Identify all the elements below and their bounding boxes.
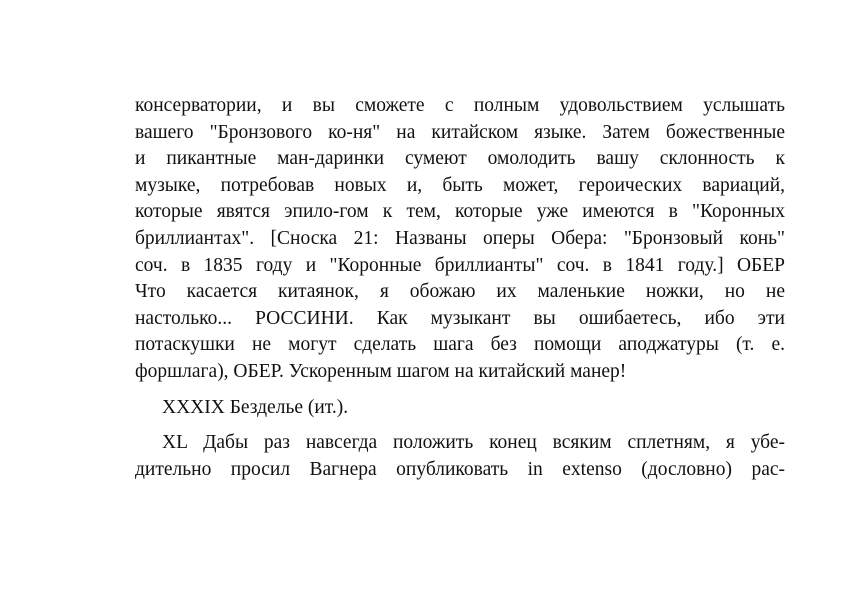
text-line: консерватории, и вы сможете с полным удовольствием услышать [135,95,785,116]
text-line: соч. в 1835 году и "Коронные бриллианты" соч. в 1841 году.] ОБЕР [135,254,785,276]
text-line: дительно просил Вагнера опубликовать in extenso (дословно) рас- [135,458,785,480]
text-line: вашего "Бронзового ко-ня" на китайском языке. Затем божественные [135,121,785,143]
text-line: музыке, потребовав новых и, быть может, героических вариаций, [135,174,785,196]
body-text [135,93,785,483]
text-line: XL Дабы раз навсегда положить конец всяким сплетням, я убе- [162,432,785,454]
text-line: Что касается китаянок, я обожаю их маленькие ножки, но не [135,281,785,303]
paragraph-continuation [135,93,785,386]
paragraph-note-xxxix [135,395,785,422]
paragraph-note-xl [135,430,785,483]
text-line: бриллиантах". [Сноска 21: Названы оперы Обера: "Бронзовый конь" [135,227,785,249]
text-line: форшлага), ОБЕР. Ускоренным шагом на китайский манер! [135,360,627,382]
text-line: и пикантные ман-даринки сумеют омолодить вашу склонность к [135,148,785,170]
text-line: XXXIX Безделье (ит.). [162,396,349,418]
paragraph-gap [135,386,785,395]
text-line: которые явятся эпило-гом к тем, которые уже имеются в "Коронных [135,201,785,223]
text-line: настолько... РОССИНИ. Как музыкант вы ошибаетесь, ибо эти [135,307,785,329]
text-line: потаскушки не могут сделать шага без помощи аподжатуры (т. е. [135,334,785,356]
paragraph-gap [135,421,785,430]
